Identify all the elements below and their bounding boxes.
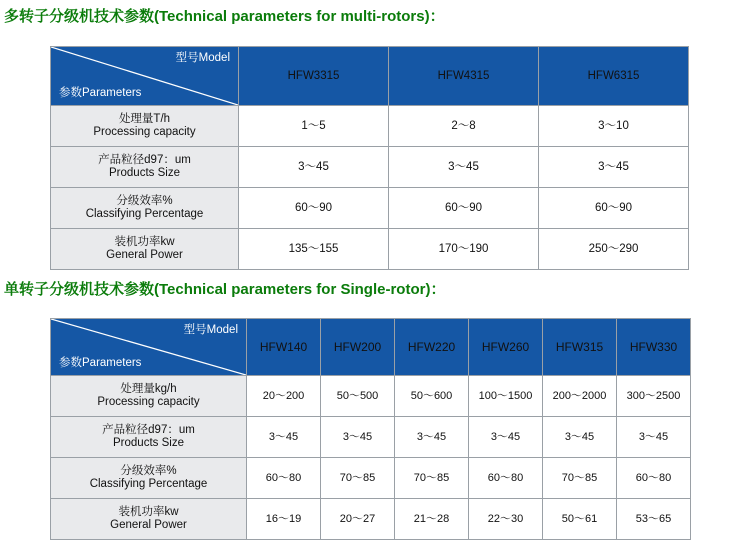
row-label-cn: 处理量T/h: [118, 113, 171, 125]
row-label-cn: 产品粒径d97：um: [98, 154, 191, 166]
cell-value: 1～5: [239, 106, 389, 147]
table-single-rotor: [50, 318, 691, 540]
cell-value: 20～200: [247, 376, 321, 417]
header-parameters-label: 参数Parameters: [59, 357, 142, 369]
cell-value: 3～45: [389, 147, 539, 188]
header-model-hfw6315: HFW6315: [539, 47, 689, 106]
row-label-en: Processing capacity: [93, 126, 196, 138]
cell-value: 100～1500: [469, 376, 543, 417]
cell-value: 22～30: [469, 499, 543, 540]
header-model-hfw4315: HFW4315: [389, 47, 539, 106]
table-header-row: [51, 47, 689, 106]
row-label-en: Classifying Percentage: [89, 478, 208, 490]
table-row: [51, 147, 689, 188]
row-label-en: General Power: [106, 249, 183, 261]
header-model-label: 型号Model: [183, 324, 238, 336]
cell-value: 21～28: [395, 499, 469, 540]
cell-value: 170～190: [389, 229, 539, 270]
row-label-general-power: [51, 499, 247, 540]
table-row: [51, 417, 691, 458]
row-label-classifying-percentage: [51, 458, 247, 499]
cell-value: 50～500: [321, 376, 395, 417]
row-label-en: Products Size: [113, 437, 184, 449]
row-label-classifying-percentage: [51, 188, 239, 229]
section-title-single-rotor: 单转子分级机技术参数(Technical parameters for Single-rotor)：: [4, 281, 446, 298]
cell-value: 3～45: [543, 417, 617, 458]
header-model-hfw330: HFW330: [617, 319, 691, 376]
cell-value: 300～2500: [617, 376, 691, 417]
table-multi-rotors: [50, 46, 689, 270]
cell-value: 3～45: [469, 417, 543, 458]
header-model-hfw140: HFW140: [247, 319, 321, 376]
row-label-en: Processing capacity: [97, 396, 200, 408]
table-row: [51, 106, 689, 147]
cell-value: 70～85: [321, 458, 395, 499]
cell-value: 60～80: [469, 458, 543, 499]
cell-value: 250～290: [539, 229, 689, 270]
header-corner-cell: [51, 319, 247, 376]
cell-value: 60～90: [539, 188, 689, 229]
row-label-general-power: [51, 229, 239, 270]
row-label-en: Products Size: [109, 167, 180, 179]
row-label-processing-capacity: [51, 376, 247, 417]
cell-value: 3～45: [395, 417, 469, 458]
table-row: [51, 188, 689, 229]
cell-value: 200～2000: [543, 376, 617, 417]
header-corner-cell: [51, 47, 239, 106]
row-label-processing-capacity: [51, 106, 239, 147]
header-parameters-label: 参数Parameters: [59, 87, 142, 99]
row-label-en: General Power: [110, 519, 187, 531]
cell-value: 135～155: [239, 229, 389, 270]
header-model-hfw260: HFW260: [469, 319, 543, 376]
row-label-cn: 分级效率%: [120, 465, 177, 477]
cell-value: 70～85: [543, 458, 617, 499]
cell-value: 60～90: [389, 188, 539, 229]
header-model-hfw200: HFW200: [321, 319, 395, 376]
row-label-products-size: [51, 147, 239, 188]
cell-value: 20～27: [321, 499, 395, 540]
row-label-cn: 分级效率%: [116, 195, 173, 207]
row-label-products-size: [51, 417, 247, 458]
cell-value: 3～10: [539, 106, 689, 147]
cell-value: 53～65: [617, 499, 691, 540]
cell-value: 50～61: [543, 499, 617, 540]
cell-value: 60～80: [617, 458, 691, 499]
row-label-cn: 装机功率kw: [114, 236, 175, 248]
header-model-label: 型号Model: [175, 52, 230, 64]
table-row: [51, 499, 691, 540]
table-row: [51, 376, 691, 417]
row-label-cn: 产品粒径d97：um: [102, 424, 195, 436]
cell-value: 3～45: [539, 147, 689, 188]
cell-value: 3～45: [247, 417, 321, 458]
cell-value: 3～45: [321, 417, 395, 458]
header-model-hfw220: HFW220: [395, 319, 469, 376]
cell-value: 60～90: [239, 188, 389, 229]
table-row: [51, 229, 689, 270]
row-label-cn: 处理量kg/h: [120, 383, 177, 395]
cell-value: 3～45: [239, 147, 389, 188]
section-title-multi-rotors: 多转子分级机技术参数(Technical parameters for multi-rotors)：: [4, 8, 445, 25]
cell-value: 60～80: [247, 458, 321, 499]
cell-value: 2～8: [389, 106, 539, 147]
cell-value: 50～600: [395, 376, 469, 417]
table-header-row: [51, 319, 691, 376]
header-model-hfw315: HFW315: [543, 319, 617, 376]
cell-value: 16～19: [247, 499, 321, 540]
table-row: [51, 458, 691, 499]
cell-value: 70～85: [395, 458, 469, 499]
row-label-cn: 装机功率kw: [118, 506, 179, 518]
row-label-en: Classifying Percentage: [85, 208, 204, 220]
header-model-hfw3315: HFW3315: [239, 47, 389, 106]
cell-value: 3～45: [617, 417, 691, 458]
